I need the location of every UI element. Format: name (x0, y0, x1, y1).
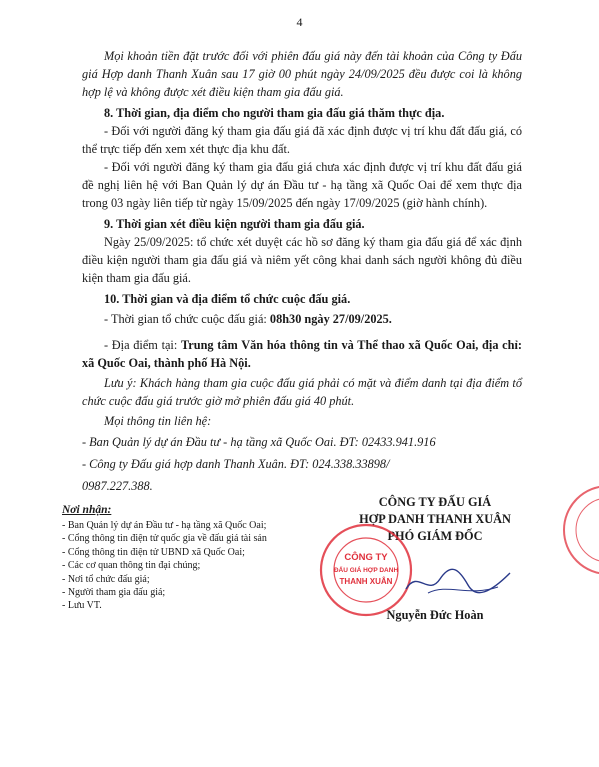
note-paragraph: Lưu ý: Khách hàng tham gia cuộc đấu giá phải có mặt và điểm danh tại địa điểm tổ chức cuộc đấu giá trước giờ mở phiên đấu giá 40 phút. (82, 376, 522, 408)
section-8-heading: 8. Thời gian, địa điểm cho người tham gia đấu giá thăm thực địa. (104, 106, 445, 120)
section-10-heading: 10. Thời gian và địa điểm tổ chức cuộc đấu giá. (104, 292, 351, 306)
section-10-time (104, 310, 524, 328)
contact-intro: Mọi thông tin liên hệ: (104, 414, 212, 428)
seal-line-2: ĐẤU GIÁ HỢP DANH (333, 567, 399, 574)
company-name-line-2: HỢP DANH THANH XUÂN (359, 512, 511, 526)
signer-position: PHÓ GIÁM ĐỐC (387, 529, 483, 543)
recipient-item: - Các cơ quan thông tin đại chúng; (62, 560, 201, 572)
recipients-title: Nơi nhận: (62, 504, 112, 516)
section-9-paragraph: Ngày 25/09/2025: tổ chức xét duyệt các hồ sơ đăng ký tham gia đấu giá để xác định điều kiện người tham gia đấu giá và niêm yết công khai danh sách người không đủ điều kiện tham gia đấu giá. (82, 235, 522, 285)
recipient-item: - Cổng thông tin điện tử UBND xã Quốc Oai; (62, 546, 245, 558)
recipient-item: - Lưu VT. (62, 600, 102, 612)
page-number: 4 (296, 15, 303, 29)
auction-time-label: - Thời gian tổ chức cuộc đấu giá: (104, 312, 270, 326)
recipient-item: - Nơi tổ chức đấu giá; (62, 573, 150, 585)
contact-line-3: 0987.227.388. (82, 479, 153, 493)
auction-location-label: - Địa điểm tại: (104, 338, 181, 352)
recipient-item: - Cổng thông tin điện tử quốc gia về đấu giá tài sản (62, 533, 267, 545)
partial-seal-icon (560, 470, 599, 590)
recipient-item: - Ban Quản lý dự án Đầu tư - hạ tầng xã Quốc Oai; (62, 520, 267, 531)
section-10-location (82, 336, 522, 372)
contact-line-2: - Công ty Đấu giá hợp danh Thanh Xuân. ĐT: 024.338.33898/ (82, 457, 390, 471)
seal-line-3: THANH XUÂN (339, 577, 393, 586)
recipient-item: - Người tham gia đấu giá; (62, 587, 166, 599)
recipients-list (62, 519, 322, 613)
section-8-item-b: - Đối với người đăng ký tham gia đấu giá chưa xác định được vị trí khu đất đấu giá đề nghị liên hệ với Ban Quản lý dự án Đầu tư - hạ tầng xã Quốc Oai để xem thực địa trong 03 ngày liên tiếp từ ngày 15/09/2025 đến ngày 17/09/2025 (giờ hành chính). (82, 160, 522, 210)
auction-time-value: 08h30 ngày 27/09/2025. (269, 312, 392, 326)
section-9-heading: 9. Thời gian xét điều kiện người tham gia đấu giá. (104, 217, 365, 231)
signer-name: Nguyễn Đức Hoàn (386, 608, 484, 622)
company-name-line-1: CÔNG TY ĐẤU GIÁ (378, 495, 492, 509)
auction-location-value: Trung tâm Văn hóa thông tin và Thể thao xã Quốc Oai, địa chỉ: xã Quốc Oai, thành phố Hà Nội. (82, 338, 522, 370)
handwritten-signature-icon (398, 563, 518, 603)
seal-line-1: CÔNG TY (344, 552, 388, 563)
deposit-paragraph: Mọi khoản tiền đặt trước đối với phiên đấu giá này đến tài khoản của Công ty Đấu giá Hợp danh Thanh Xuân sau 17 giờ 00 phút ngày 24/09/2025 đều được coi là không hợp lệ và không được xét điều kiện tham gia đấu giá. (82, 49, 522, 99)
section-8-item-a: - Đối với người đăng ký tham gia đấu giá đã xác định được vị trí khu đất đấu giá, có thể trực tiếp đến xem xét thực địa khu đất. (82, 124, 522, 156)
contact-line-1: - Ban Quản lý dự án Đầu tư - hạ tầng xã Quốc Oai. ĐT: 02433.941.916 (82, 435, 436, 449)
